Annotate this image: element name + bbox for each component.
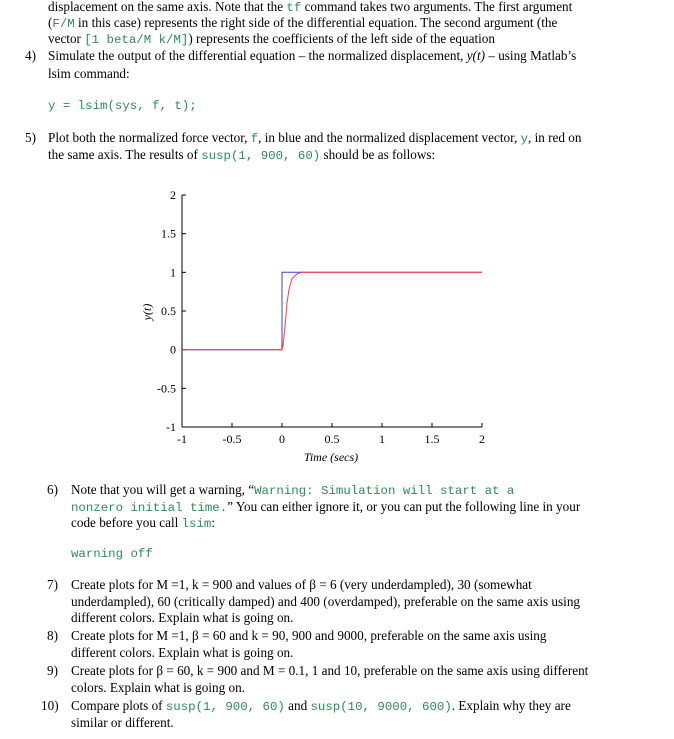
item-6-text: : [211, 515, 215, 530]
item-6-line-1 [71, 482, 514, 499]
item-6-line-3 [71, 515, 215, 532]
series-line-f [182, 272, 482, 349]
item-6-text: Note that you will get a warning, “ [71, 482, 255, 497]
inline-code-susp: susp(1, 900, 60) [201, 149, 321, 163]
item-9-number: 9) [47, 663, 58, 678]
item-4-text: Simulate the output of the differential equation – the normalized displacement, [48, 48, 467, 63]
y-tick-label: 0.5 [161, 304, 176, 318]
item-10-line-1 [71, 698, 571, 715]
y-tick-label: -1 [166, 420, 176, 434]
chart-y-axis-label: y(t) [140, 303, 154, 321]
y-tick-label: 0 [170, 342, 176, 357]
item-4-text: – using Matlab’s [485, 48, 577, 63]
intro-text: ( [48, 15, 53, 30]
item-8-line-2: different colors. Explain what is going on. [71, 645, 294, 660]
x-tick-label: 1 [379, 432, 385, 446]
item-6-number: 6) [47, 482, 58, 497]
x-tick-label: 2 [479, 432, 485, 446]
y-tick-label: 1.5 [161, 226, 176, 241]
x-tick-label: 1.5 [424, 432, 440, 446]
item-5-line-2 [48, 147, 435, 164]
item-5-text: , in blue and the normalized displacement vector, [258, 130, 521, 145]
item-4-line-1 [48, 48, 576, 64]
y-tick-label: 2 [170, 188, 176, 202]
chart-x-axis-label: Time (secs) [303, 450, 359, 464]
item-10-text: and [284, 698, 311, 713]
intro-line-1 [48, 0, 572, 16]
item-10-line-2: similar or different. [71, 715, 174, 730]
item-6-code: warning off [71, 547, 153, 561]
y-tick-label: 1 [170, 265, 176, 280]
item-5-line-1 [48, 130, 581, 147]
inline-code-vector: [1 beta/M k/M] [84, 33, 189, 47]
intro-text: in this case) represents the right side of the differential equation. The second argument (the [74, 15, 558, 30]
item-4-number: 4) [25, 48, 36, 63]
inline-code-warning: Warning: Simulation will start at a [254, 484, 515, 498]
item-7-line-1: Create plots for M =1, k = 900 and values of β = 6 (very underdampled), 30 (somewhat [71, 577, 532, 592]
intro-text: vector [48, 31, 85, 46]
item-5-number: 5) [25, 130, 36, 145]
item-4-code: y = lsim(sys, f, t); [48, 99, 197, 113]
series-line-y [182, 272, 482, 349]
intro-text: ) represents the coefficients of the left side of the equation [188, 31, 495, 46]
item-6-line-2 [71, 499, 580, 516]
chart-series [182, 272, 482, 349]
item-7-line-3: different colors. Explain what is going on. [71, 610, 294, 625]
response-chart [0, 180, 674, 480]
inline-code-y: y [520, 132, 528, 146]
inline-code-warning-2: nonzero initial time. [71, 501, 228, 515]
intro-line-3 [48, 31, 495, 48]
item-10-text: . Explain why they are [451, 698, 571, 713]
x-tick-label: -1 [177, 432, 187, 446]
item-6-text: code before you call [71, 515, 182, 530]
x-tick-label: -0.5 [222, 432, 242, 446]
x-tick-label: 0.5 [324, 432, 340, 446]
item-9-line-2: colors. Explain what is going on. [71, 680, 245, 695]
item-5-text: Plot both the normalized force vector, [48, 130, 251, 145]
item-6-text: ” You can either ignore it, or you can put the following line in your [227, 499, 581, 514]
item-8-number: 8) [47, 628, 58, 643]
item-4-line-2: lsim command: [48, 66, 130, 81]
item-9-line-1: Create plots for β = 60, k = 900 and M = 0.1, 1 and 10, preferable on the same axis using different [71, 663, 589, 678]
intro-line-2 [48, 15, 557, 32]
item-5-text: the same axis. The results of [48, 147, 202, 162]
inline-code-tf: tf [286, 1, 302, 15]
item-10-text: Compare plots of [71, 698, 166, 713]
item-10-number: 10) [41, 698, 59, 713]
inline-code-lsim: lsim [181, 517, 212, 531]
y-tick-label: -0.5 [157, 381, 176, 396]
inline-code-susp-2: susp(10, 9000, 600) [310, 700, 452, 714]
inline-code-susp-1: susp(1, 900, 60) [165, 700, 285, 714]
chart-axes [157, 188, 485, 446]
inline-code-fm: F/M [52, 17, 75, 31]
item-8-line-1: Create plots for M =1, β = 60 and k = 90, 900 and 9000, preferable on the same axis using [71, 628, 547, 643]
item-7-number: 7) [47, 577, 58, 592]
item-5-text: , in red on [528, 130, 582, 145]
item-5-text: should be as follows: [320, 147, 436, 162]
x-tick-label: 0 [279, 432, 285, 446]
inline-code-f: f [250, 132, 259, 146]
item-7-line-2: underdampled), 60 (critically damped) and 400 (overdamped), preferable on the same axis using [71, 594, 581, 609]
item-4-math: y(t) [466, 48, 486, 63]
intro-text: command takes two arguments. The first argument [301, 0, 573, 14]
intro-text: displacement on the same axis. Note that the [48, 0, 287, 14]
